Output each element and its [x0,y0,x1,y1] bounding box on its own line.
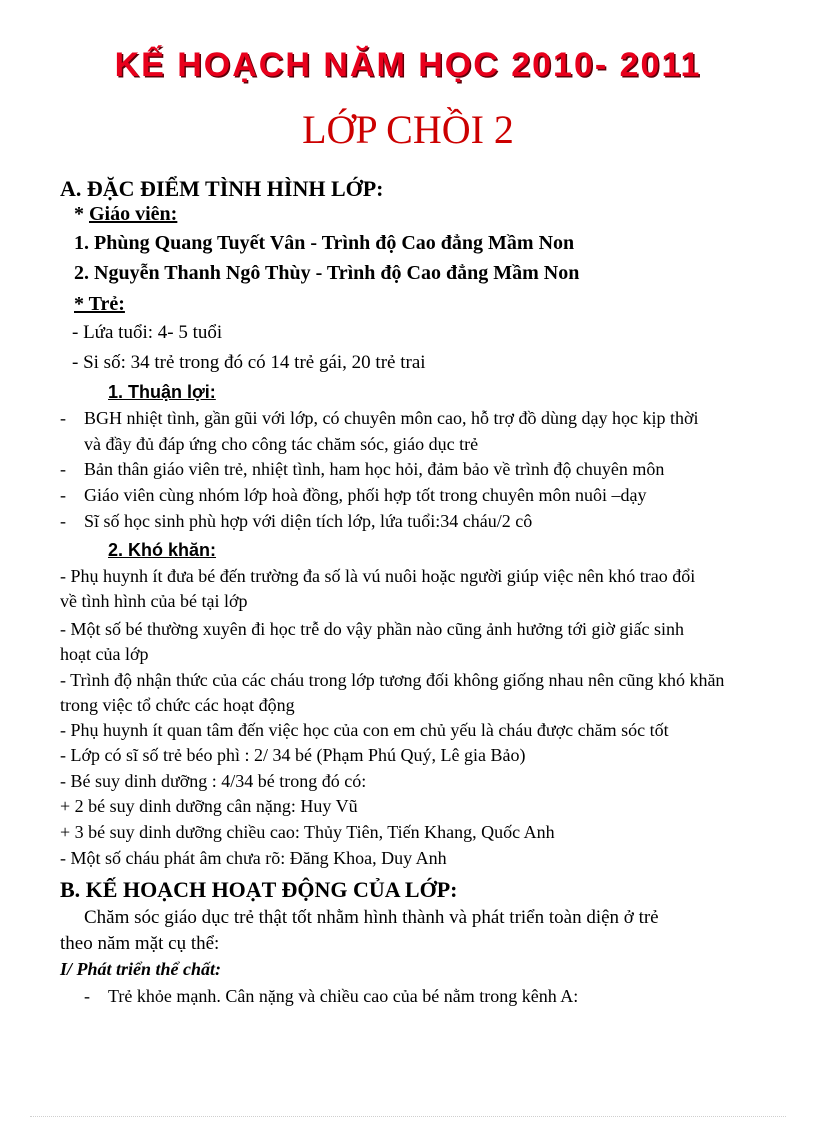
page-bottom-rule [30,1116,786,1117]
advantages-heading-text: 1. Thuận lợi: [108,382,216,402]
difficulties-heading-text: 2. Khó khăn: [108,540,217,560]
difficulty-line-9: - Bé suy dinh dưỡng : 4/34 bé trong đó có: [60,771,367,791]
difficulty-line-4: hoạt của lớp [60,644,149,664]
teacher-label [74,203,177,226]
advantage-4: Sĩ số học sinh phù hợp với diện tích lớp, lứa tuổi:34 cháu/2 cô [84,511,533,531]
section-a-heading: A. ĐẶC ĐIỂM TÌNH HÌNH LỚP: [60,176,384,201]
advantage-2: Bản thân giáo viên trẻ, nhiệt tình, ham học hỏi, đảm bảo về trình độ chuyên môn [84,459,665,479]
difficulty-line-1: - Phụ huynh ít đưa bé đến trường đa số là vú nuôi hoặc người giúp việc nên khó trao đổi [60,566,696,586]
difficulty-line-11: + 3 bé suy dinh dưỡng chiều cao: Thủy Tiên, Tiến Khang, Quốc Anh [60,822,555,842]
teacher-label-prefix: * [74,203,89,225]
difficulties-heading [108,540,216,561]
advantage-1-line-1: BGH nhiệt tình, gần gũi với lớp, có chuyên môn cao, hỗ trợ đồ dùng dạy học kịp thời [84,408,699,428]
class-title: LỚP CHỒI 2 [302,107,514,152]
difficulty-line-10: + 2 bé suy dinh dưỡng cân nặng: Huy Vũ [60,796,358,816]
physical-development-heading: I/ Phát triển thể chất: [60,959,222,979]
advantage-dash-2: - [60,459,66,479]
difficulty-line-8: - Lớp có sĩ số trẻ béo phì : 2/ 34 bé (Phạm Phú Quý, Lê gia Bảo) [60,745,526,765]
teacher-label-text: Giáo viên: [89,203,178,225]
difficulty-line-2: về tình hình của bé tại lớp [60,591,248,611]
children-age: - Lứa tuổi: 4- 5 tuổi [72,322,223,343]
advantage-3: Giáo viên cùng nhóm lớp hoà đồng, phối hợp tốt trong chuyên môn nuôi –dạy [84,485,647,505]
physical-bullet-dash: - [84,986,90,1006]
difficulty-line-3: - Một số bé thường xuyên đi học trễ do vậy phần nào cũng ảnh hưởng tới giờ giấc sinh [60,619,684,639]
advantage-dash-1: - [60,408,66,428]
children-count: - Si số: 34 trẻ trong đó có 14 trẻ gái, 20 trẻ trai [72,352,426,373]
document-title: KẾ HOẠCH NĂM HỌC 2010- 2011 [114,46,702,84]
children-label: * Trẻ: [74,293,125,315]
teacher-line-1: 1. Phùng Quang Tuyết Vân - Trình độ Cao đẳng Mầm Non [74,232,575,254]
difficulty-line-12: - Một số cháu phát âm chưa rõ: Đăng Khoa, Duy Anh [60,848,447,868]
section-b-intro-line-1: Chăm sóc giáo dục trẻ thật tốt nhằm hình thành và phát triển toàn diện ở trẻ [84,907,659,928]
teacher-line-2: 2. Nguyễn Thanh Ngô Thùy - Trình độ Cao đẳng Mầm Non [74,262,580,284]
advantage-1-line-2: và đầy đủ đáp ứng cho công tác chăm sóc, giáo dục trẻ [84,434,479,454]
advantage-dash-4: - [60,511,66,531]
section-b-intro-line-2: theo năm mặt cụ thể: [60,933,220,954]
difficulty-line-6: trong việc tổ chức các hoạt động [60,695,295,715]
difficulty-line-5: - Trình độ nhận thức của các cháu trong lớp tương đối không giống nhau nên cũng khó khăn [60,670,725,690]
advantage-dash-3: - [60,485,66,505]
physical-bullet-1: Trẻ khỏe mạnh. Cân nặng và chiều cao của bé nằm trong kênh A: [108,986,579,1006]
difficulty-line-7: - Phụ huynh ít quan tâm đến việc học của con em chủ yếu là cháu được chăm sóc tốt [60,720,669,740]
section-b-heading: B. KẾ HOẠCH HOẠT ĐỘNG CỦA LỚP: [60,877,458,902]
advantages-heading [108,382,216,403]
